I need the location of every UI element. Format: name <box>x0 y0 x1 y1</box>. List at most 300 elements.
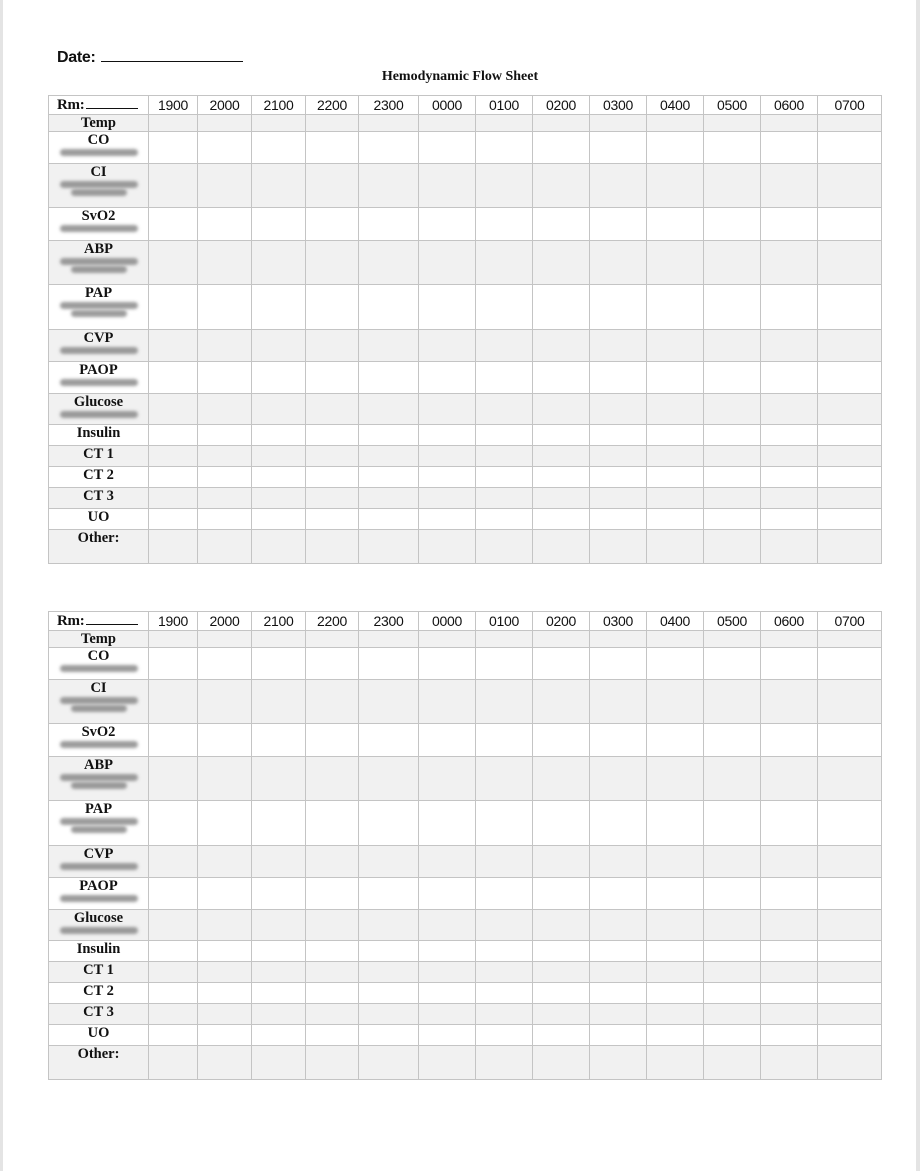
entry-cell[interactable] <box>647 1025 704 1046</box>
entry-cell[interactable] <box>149 467 198 488</box>
entry-cell[interactable] <box>149 983 198 1004</box>
entry-cell[interactable] <box>419 648 476 680</box>
entry-cell[interactable] <box>818 530 882 564</box>
entry-cell[interactable] <box>704 467 761 488</box>
entry-cell[interactable] <box>419 330 476 362</box>
entry-cell[interactable] <box>419 467 476 488</box>
entry-cell[interactable] <box>590 425 647 446</box>
entry-cell[interactable] <box>761 132 818 164</box>
entry-cell[interactable] <box>818 846 882 878</box>
entry-cell[interactable] <box>149 488 198 509</box>
entry-cell[interactable] <box>252 757 306 801</box>
entry-cell[interactable] <box>704 394 761 425</box>
entry-cell[interactable] <box>252 362 306 394</box>
entry-cell[interactable] <box>590 801 647 846</box>
entry-cell[interactable] <box>818 801 882 846</box>
entry-cell[interactable] <box>590 362 647 394</box>
entry-cell[interactable] <box>252 488 306 509</box>
entry-cell[interactable] <box>306 680 359 724</box>
entry-cell[interactable] <box>306 878 359 910</box>
entry-cell[interactable] <box>419 362 476 394</box>
entry-cell[interactable] <box>359 1025 419 1046</box>
entry-cell[interactable] <box>198 132 252 164</box>
entry-cell[interactable] <box>590 164 647 208</box>
entry-cell[interactable] <box>704 164 761 208</box>
entry-cell[interactable] <box>533 446 590 467</box>
entry-cell[interactable] <box>149 285 198 330</box>
entry-cell[interactable] <box>359 241 419 285</box>
entry-cell[interactable] <box>306 631 359 648</box>
entry-cell[interactable] <box>818 648 882 680</box>
entry-cell[interactable] <box>198 285 252 330</box>
entry-cell[interactable] <box>419 446 476 467</box>
entry-cell[interactable] <box>761 115 818 132</box>
entry-cell[interactable] <box>533 330 590 362</box>
entry-cell[interactable] <box>419 680 476 724</box>
entry-cell[interactable] <box>359 164 419 208</box>
entry-cell[interactable] <box>198 446 252 467</box>
entry-cell[interactable] <box>476 910 533 941</box>
entry-cell[interactable] <box>252 164 306 208</box>
room-field[interactable] <box>49 612 149 631</box>
entry-cell[interactable] <box>818 425 882 446</box>
entry-cell[interactable] <box>761 530 818 564</box>
entry-cell[interactable] <box>704 983 761 1004</box>
entry-cell[interactable] <box>818 878 882 910</box>
entry-cell[interactable] <box>647 631 704 648</box>
entry-cell[interactable] <box>761 648 818 680</box>
entry-cell[interactable] <box>476 488 533 509</box>
room-blank-line[interactable] <box>86 96 138 109</box>
entry-cell[interactable] <box>704 362 761 394</box>
entry-cell[interactable] <box>149 509 198 530</box>
entry-cell[interactable] <box>761 724 818 757</box>
entry-cell[interactable] <box>419 724 476 757</box>
entry-cell[interactable] <box>818 631 882 648</box>
entry-cell[interactable] <box>533 801 590 846</box>
entry-cell[interactable] <box>476 241 533 285</box>
entry-cell[interactable] <box>761 241 818 285</box>
entry-cell[interactable] <box>761 467 818 488</box>
entry-cell[interactable] <box>149 330 198 362</box>
entry-cell[interactable] <box>198 878 252 910</box>
entry-cell[interactable] <box>818 285 882 330</box>
entry-cell[interactable] <box>359 467 419 488</box>
entry-cell[interactable] <box>818 1004 882 1025</box>
entry-cell[interactable] <box>647 488 704 509</box>
entry-cell[interactable] <box>761 362 818 394</box>
entry-cell[interactable] <box>647 724 704 757</box>
entry-cell[interactable] <box>476 724 533 757</box>
entry-cell[interactable] <box>761 164 818 208</box>
entry-cell[interactable] <box>359 910 419 941</box>
entry-cell[interactable] <box>198 680 252 724</box>
entry-cell[interactable] <box>761 394 818 425</box>
entry-cell[interactable] <box>198 488 252 509</box>
entry-cell[interactable] <box>306 509 359 530</box>
entry-cell[interactable] <box>149 648 198 680</box>
entry-cell[interactable] <box>647 846 704 878</box>
entry-cell[interactable] <box>704 425 761 446</box>
entry-cell[interactable] <box>149 446 198 467</box>
entry-cell[interactable] <box>306 362 359 394</box>
entry-cell[interactable] <box>704 132 761 164</box>
entry-cell[interactable] <box>149 724 198 757</box>
entry-cell[interactable] <box>359 132 419 164</box>
entry-cell[interactable] <box>252 962 306 983</box>
entry-cell[interactable] <box>306 425 359 446</box>
entry-cell[interactable] <box>476 878 533 910</box>
entry-cell[interactable] <box>476 509 533 530</box>
entry-cell[interactable] <box>590 631 647 648</box>
entry-cell[interactable] <box>818 509 882 530</box>
entry-cell[interactable] <box>198 757 252 801</box>
entry-cell[interactable] <box>419 115 476 132</box>
room-field[interactable] <box>49 96 149 115</box>
entry-cell[interactable] <box>252 631 306 648</box>
entry-cell[interactable] <box>533 467 590 488</box>
entry-cell[interactable] <box>149 878 198 910</box>
entry-cell[interactable] <box>590 208 647 241</box>
entry-cell[interactable] <box>252 910 306 941</box>
entry-cell[interactable] <box>590 962 647 983</box>
entry-cell[interactable] <box>590 530 647 564</box>
entry-cell[interactable] <box>252 1025 306 1046</box>
entry-cell[interactable] <box>704 962 761 983</box>
entry-cell[interactable] <box>359 115 419 132</box>
entry-cell[interactable] <box>704 680 761 724</box>
entry-cell[interactable] <box>252 1046 306 1080</box>
entry-cell[interactable] <box>198 1046 252 1080</box>
entry-cell[interactable] <box>306 330 359 362</box>
entry-cell[interactable] <box>359 1004 419 1025</box>
entry-cell[interactable] <box>359 425 419 446</box>
entry-cell[interactable] <box>252 425 306 446</box>
entry-cell[interactable] <box>590 509 647 530</box>
entry-cell[interactable] <box>476 801 533 846</box>
entry-cell[interactable] <box>476 285 533 330</box>
entry-cell[interactable] <box>252 724 306 757</box>
entry-cell[interactable] <box>359 846 419 878</box>
entry-cell[interactable] <box>252 330 306 362</box>
entry-cell[interactable] <box>198 330 252 362</box>
entry-cell[interactable] <box>533 680 590 724</box>
entry-cell[interactable] <box>704 846 761 878</box>
entry-cell[interactable] <box>359 394 419 425</box>
entry-cell[interactable] <box>704 801 761 846</box>
entry-cell[interactable] <box>306 208 359 241</box>
entry-cell[interactable] <box>818 910 882 941</box>
entry-cell[interactable] <box>359 648 419 680</box>
entry-cell[interactable] <box>252 467 306 488</box>
entry-cell[interactable] <box>359 208 419 241</box>
entry-cell[interactable] <box>476 467 533 488</box>
entry-cell[interactable] <box>818 488 882 509</box>
entry-cell[interactable] <box>419 1025 476 1046</box>
entry-cell[interactable] <box>198 164 252 208</box>
entry-cell[interactable] <box>149 941 198 962</box>
entry-cell[interactable] <box>198 362 252 394</box>
entry-cell[interactable] <box>306 941 359 962</box>
entry-cell[interactable] <box>149 757 198 801</box>
entry-cell[interactable] <box>818 1046 882 1080</box>
entry-cell[interactable] <box>149 801 198 846</box>
entry-cell[interactable] <box>476 362 533 394</box>
entry-cell[interactable] <box>306 285 359 330</box>
entry-cell[interactable] <box>818 724 882 757</box>
entry-cell[interactable] <box>704 648 761 680</box>
entry-cell[interactable] <box>198 983 252 1004</box>
entry-cell[interactable] <box>647 362 704 394</box>
entry-cell[interactable] <box>306 1004 359 1025</box>
entry-cell[interactable] <box>647 467 704 488</box>
entry-cell[interactable] <box>590 648 647 680</box>
entry-cell[interactable] <box>761 1004 818 1025</box>
entry-cell[interactable] <box>252 115 306 132</box>
entry-cell[interactable] <box>590 757 647 801</box>
entry-cell[interactable] <box>761 941 818 962</box>
entry-cell[interactable] <box>590 878 647 910</box>
entry-cell[interactable] <box>533 941 590 962</box>
entry-cell[interactable] <box>198 509 252 530</box>
entry-cell[interactable] <box>359 530 419 564</box>
entry-cell[interactable] <box>704 488 761 509</box>
entry-cell[interactable] <box>198 394 252 425</box>
entry-cell[interactable] <box>818 115 882 132</box>
entry-cell[interactable] <box>533 509 590 530</box>
entry-cell[interactable] <box>359 446 419 467</box>
entry-cell[interactable] <box>533 757 590 801</box>
entry-cell[interactable] <box>533 164 590 208</box>
entry-cell[interactable] <box>419 425 476 446</box>
entry-cell[interactable] <box>198 724 252 757</box>
entry-cell[interactable] <box>704 910 761 941</box>
entry-cell[interactable] <box>359 330 419 362</box>
entry-cell[interactable] <box>590 488 647 509</box>
entry-cell[interactable] <box>476 330 533 362</box>
entry-cell[interactable] <box>761 878 818 910</box>
entry-cell[interactable] <box>647 115 704 132</box>
entry-cell[interactable] <box>419 878 476 910</box>
entry-cell[interactable] <box>533 631 590 648</box>
entry-cell[interactable] <box>647 241 704 285</box>
entry-cell[interactable] <box>704 115 761 132</box>
entry-cell[interactable] <box>198 115 252 132</box>
entry-cell[interactable] <box>590 910 647 941</box>
entry-cell[interactable] <box>359 362 419 394</box>
entry-cell[interactable] <box>359 1046 419 1080</box>
entry-cell[interactable] <box>704 941 761 962</box>
entry-cell[interactable] <box>149 530 198 564</box>
entry-cell[interactable] <box>198 631 252 648</box>
entry-cell[interactable] <box>419 285 476 330</box>
entry-cell[interactable] <box>761 631 818 648</box>
entry-cell[interactable] <box>476 962 533 983</box>
entry-cell[interactable] <box>306 648 359 680</box>
entry-cell[interactable] <box>533 983 590 1004</box>
entry-cell[interactable] <box>761 846 818 878</box>
entry-cell[interactable] <box>590 983 647 1004</box>
entry-cell[interactable] <box>704 208 761 241</box>
entry-cell[interactable] <box>252 941 306 962</box>
entry-cell[interactable] <box>149 115 198 132</box>
entry-cell[interactable] <box>419 846 476 878</box>
entry-cell[interactable] <box>761 680 818 724</box>
entry-cell[interactable] <box>419 488 476 509</box>
entry-cell[interactable] <box>198 208 252 241</box>
entry-cell[interactable] <box>818 330 882 362</box>
entry-cell[interactable] <box>647 425 704 446</box>
entry-cell[interactable] <box>306 446 359 467</box>
entry-cell[interactable] <box>704 1004 761 1025</box>
entry-cell[interactable] <box>149 132 198 164</box>
date-blank-line[interactable] <box>101 48 243 62</box>
entry-cell[interactable] <box>647 962 704 983</box>
entry-cell[interactable] <box>149 425 198 446</box>
entry-cell[interactable] <box>149 208 198 241</box>
entry-cell[interactable] <box>647 509 704 530</box>
entry-cell[interactable] <box>590 1046 647 1080</box>
entry-cell[interactable] <box>306 132 359 164</box>
entry-cell[interactable] <box>419 757 476 801</box>
entry-cell[interactable] <box>306 757 359 801</box>
entry-cell[interactable] <box>818 208 882 241</box>
entry-cell[interactable] <box>476 530 533 564</box>
entry-cell[interactable] <box>476 757 533 801</box>
entry-cell[interactable] <box>359 941 419 962</box>
entry-cell[interactable] <box>590 285 647 330</box>
entry-cell[interactable] <box>647 1004 704 1025</box>
entry-cell[interactable] <box>704 330 761 362</box>
entry-cell[interactable] <box>419 941 476 962</box>
entry-cell[interactable] <box>761 285 818 330</box>
entry-cell[interactable] <box>533 962 590 983</box>
entry-cell[interactable] <box>306 115 359 132</box>
entry-cell[interactable] <box>533 878 590 910</box>
entry-cell[interactable] <box>590 330 647 362</box>
entry-cell[interactable] <box>419 910 476 941</box>
entry-cell[interactable] <box>818 394 882 425</box>
entry-cell[interactable] <box>533 362 590 394</box>
entry-cell[interactable] <box>252 1004 306 1025</box>
room-blank-line[interactable] <box>86 612 138 625</box>
entry-cell[interactable] <box>359 724 419 757</box>
entry-cell[interactable] <box>149 962 198 983</box>
entry-cell[interactable] <box>533 285 590 330</box>
entry-cell[interactable] <box>476 132 533 164</box>
entry-cell[interactable] <box>761 1046 818 1080</box>
entry-cell[interactable] <box>590 846 647 878</box>
entry-cell[interactable] <box>647 330 704 362</box>
entry-cell[interactable] <box>476 983 533 1004</box>
entry-cell[interactable] <box>476 1025 533 1046</box>
entry-cell[interactable] <box>306 530 359 564</box>
entry-cell[interactable] <box>761 962 818 983</box>
entry-cell[interactable] <box>647 208 704 241</box>
entry-cell[interactable] <box>476 115 533 132</box>
entry-cell[interactable] <box>306 983 359 1004</box>
entry-cell[interactable] <box>761 208 818 241</box>
entry-cell[interactable] <box>419 509 476 530</box>
entry-cell[interactable] <box>590 115 647 132</box>
entry-cell[interactable] <box>359 962 419 983</box>
entry-cell[interactable] <box>306 1025 359 1046</box>
entry-cell[interactable] <box>647 801 704 846</box>
entry-cell[interactable] <box>590 941 647 962</box>
entry-cell[interactable] <box>252 394 306 425</box>
entry-cell[interactable] <box>149 631 198 648</box>
entry-cell[interactable] <box>533 530 590 564</box>
entry-cell[interactable] <box>761 757 818 801</box>
entry-cell[interactable] <box>818 680 882 724</box>
entry-cell[interactable] <box>198 1004 252 1025</box>
entry-cell[interactable] <box>533 846 590 878</box>
entry-cell[interactable] <box>419 241 476 285</box>
entry-cell[interactable] <box>252 878 306 910</box>
entry-cell[interactable] <box>252 241 306 285</box>
entry-cell[interactable] <box>149 362 198 394</box>
entry-cell[interactable] <box>198 467 252 488</box>
entry-cell[interactable] <box>761 425 818 446</box>
entry-cell[interactable] <box>476 208 533 241</box>
entry-cell[interactable] <box>476 164 533 208</box>
entry-cell[interactable] <box>533 724 590 757</box>
entry-cell[interactable] <box>533 132 590 164</box>
entry-cell[interactable] <box>252 132 306 164</box>
entry-cell[interactable] <box>818 241 882 285</box>
entry-cell[interactable] <box>647 446 704 467</box>
entry-cell[interactable] <box>704 509 761 530</box>
entry-cell[interactable] <box>761 509 818 530</box>
entry-cell[interactable] <box>761 1025 818 1046</box>
entry-cell[interactable] <box>306 467 359 488</box>
entry-cell[interactable] <box>533 425 590 446</box>
entry-cell[interactable] <box>647 285 704 330</box>
entry-cell[interactable] <box>647 878 704 910</box>
entry-cell[interactable] <box>419 394 476 425</box>
entry-cell[interactable] <box>306 846 359 878</box>
entry-cell[interactable] <box>590 680 647 724</box>
entry-cell[interactable] <box>761 446 818 467</box>
entry-cell[interactable] <box>533 1046 590 1080</box>
entry-cell[interactable] <box>476 394 533 425</box>
entry-cell[interactable] <box>704 631 761 648</box>
entry-cell[interactable] <box>818 941 882 962</box>
entry-cell[interactable] <box>476 941 533 962</box>
date-field[interactable] <box>57 48 243 67</box>
entry-cell[interactable] <box>476 1004 533 1025</box>
entry-cell[interactable] <box>306 910 359 941</box>
entry-cell[interactable] <box>704 1025 761 1046</box>
entry-cell[interactable] <box>533 208 590 241</box>
entry-cell[interactable] <box>149 910 198 941</box>
entry-cell[interactable] <box>590 467 647 488</box>
entry-cell[interactable] <box>306 801 359 846</box>
entry-cell[interactable] <box>704 757 761 801</box>
entry-cell[interactable] <box>252 530 306 564</box>
entry-cell[interactable] <box>359 285 419 330</box>
entry-cell[interactable] <box>252 983 306 1004</box>
entry-cell[interactable] <box>818 164 882 208</box>
entry-cell[interactable] <box>533 910 590 941</box>
entry-cell[interactable] <box>818 467 882 488</box>
entry-cell[interactable] <box>818 132 882 164</box>
entry-cell[interactable] <box>149 1025 198 1046</box>
entry-cell[interactable] <box>647 530 704 564</box>
entry-cell[interactable] <box>704 530 761 564</box>
entry-cell[interactable] <box>761 330 818 362</box>
entry-cell[interactable] <box>306 962 359 983</box>
